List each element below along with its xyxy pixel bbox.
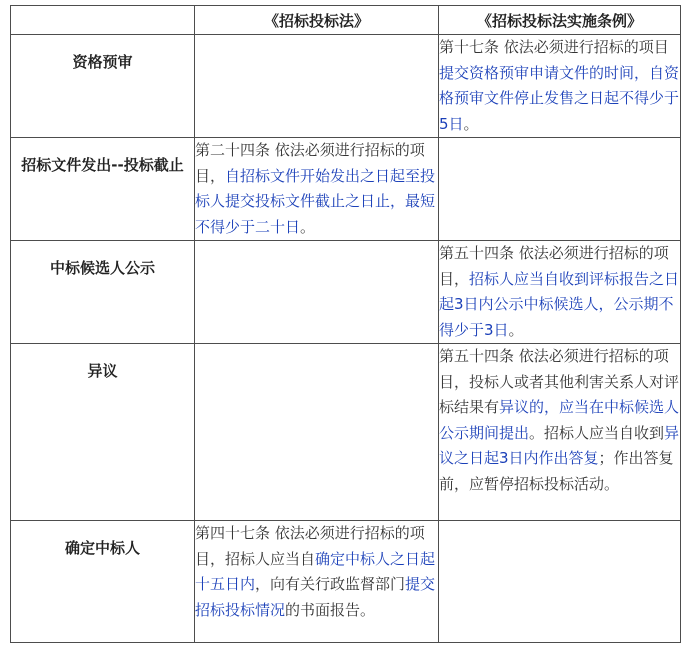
header-law: 《招标投标法》 (195, 6, 439, 35)
table-row (11, 138, 681, 241)
article-text: 的书面报告。 (285, 600, 376, 619)
law-cell (195, 521, 439, 643)
regulation-cell (439, 241, 681, 344)
row-label (11, 138, 195, 241)
article-text: 第五十四条 依法必须进行招标的项目，投标人或者其他利害关系人对评标结果有 (439, 347, 680, 416)
header-row (11, 6, 681, 35)
row-label (11, 344, 195, 521)
article-text: 。 (300, 217, 316, 236)
law-cell (195, 344, 439, 521)
highlighted-text: 自招标文件开始发出之日起至投标人提交投标文件截止之日止，最短不得少于二十日 (195, 166, 436, 236)
highlighted-text: 异议的，应当在中标候选人公示期间提出 (439, 398, 680, 442)
row-label-text: 资格预审 (72, 53, 133, 71)
article-text: 第四十七条 依法必须进行招标的项目，招标人应当自 (195, 524, 425, 568)
regulation-cell (439, 138, 681, 241)
header-blank (11, 6, 195, 35)
highlighted-text: 提交招标投标情况 (195, 575, 436, 619)
table-row (11, 344, 681, 521)
row-label (11, 521, 195, 643)
regulation-cell (439, 35, 681, 138)
article-text: ，向有关行政监督部门 (255, 575, 406, 593)
regulation-cell (439, 344, 681, 521)
row-label (11, 241, 195, 344)
law-cell (195, 241, 439, 344)
article-text: 。招标人应当自收到 (529, 423, 665, 442)
highlighted-text: 异议之日起3日内作出答复 (439, 423, 680, 467)
article-text: ；作出答复前，应暂停招标投标活动。 (439, 449, 674, 493)
header-regulation: 《招标投标法实施条例》 (439, 6, 681, 35)
table-row (11, 241, 681, 344)
comparison-table (10, 5, 681, 643)
row-label-text: 招标文件发出--投标截止 (21, 156, 184, 174)
highlighted-text: 提交资格预审申请文件的时间，自资格预审文件停止发售之日起不得少于5日 (439, 63, 680, 133)
article-text: 。 (508, 320, 524, 339)
row-label (11, 35, 195, 138)
row-label-text: 确定中标人 (64, 539, 140, 557)
article-text: 。 (463, 114, 479, 133)
regulation-cell (439, 521, 681, 643)
table-row (11, 521, 681, 643)
row-label-text: 中标候选人公示 (49, 259, 155, 277)
highlighted-text: 确定中标人之日起十五日内 (195, 549, 436, 593)
article-text: 第十七条 依法必须进行招标的项目 (439, 38, 669, 56)
table-row (11, 35, 681, 138)
law-cell (195, 35, 439, 138)
article-text: 第二十四条 依法必须进行招标的项目， (195, 141, 425, 185)
article-text: 第五十四条 依法必须进行招标的项目， (439, 244, 669, 288)
row-label-text: 异议 (87, 362, 118, 380)
highlighted-text: 招标人应当自收到评标报告之日起3日内公示中标候选人，公示期不得少于3日 (439, 269, 680, 339)
law-cell (195, 138, 439, 241)
